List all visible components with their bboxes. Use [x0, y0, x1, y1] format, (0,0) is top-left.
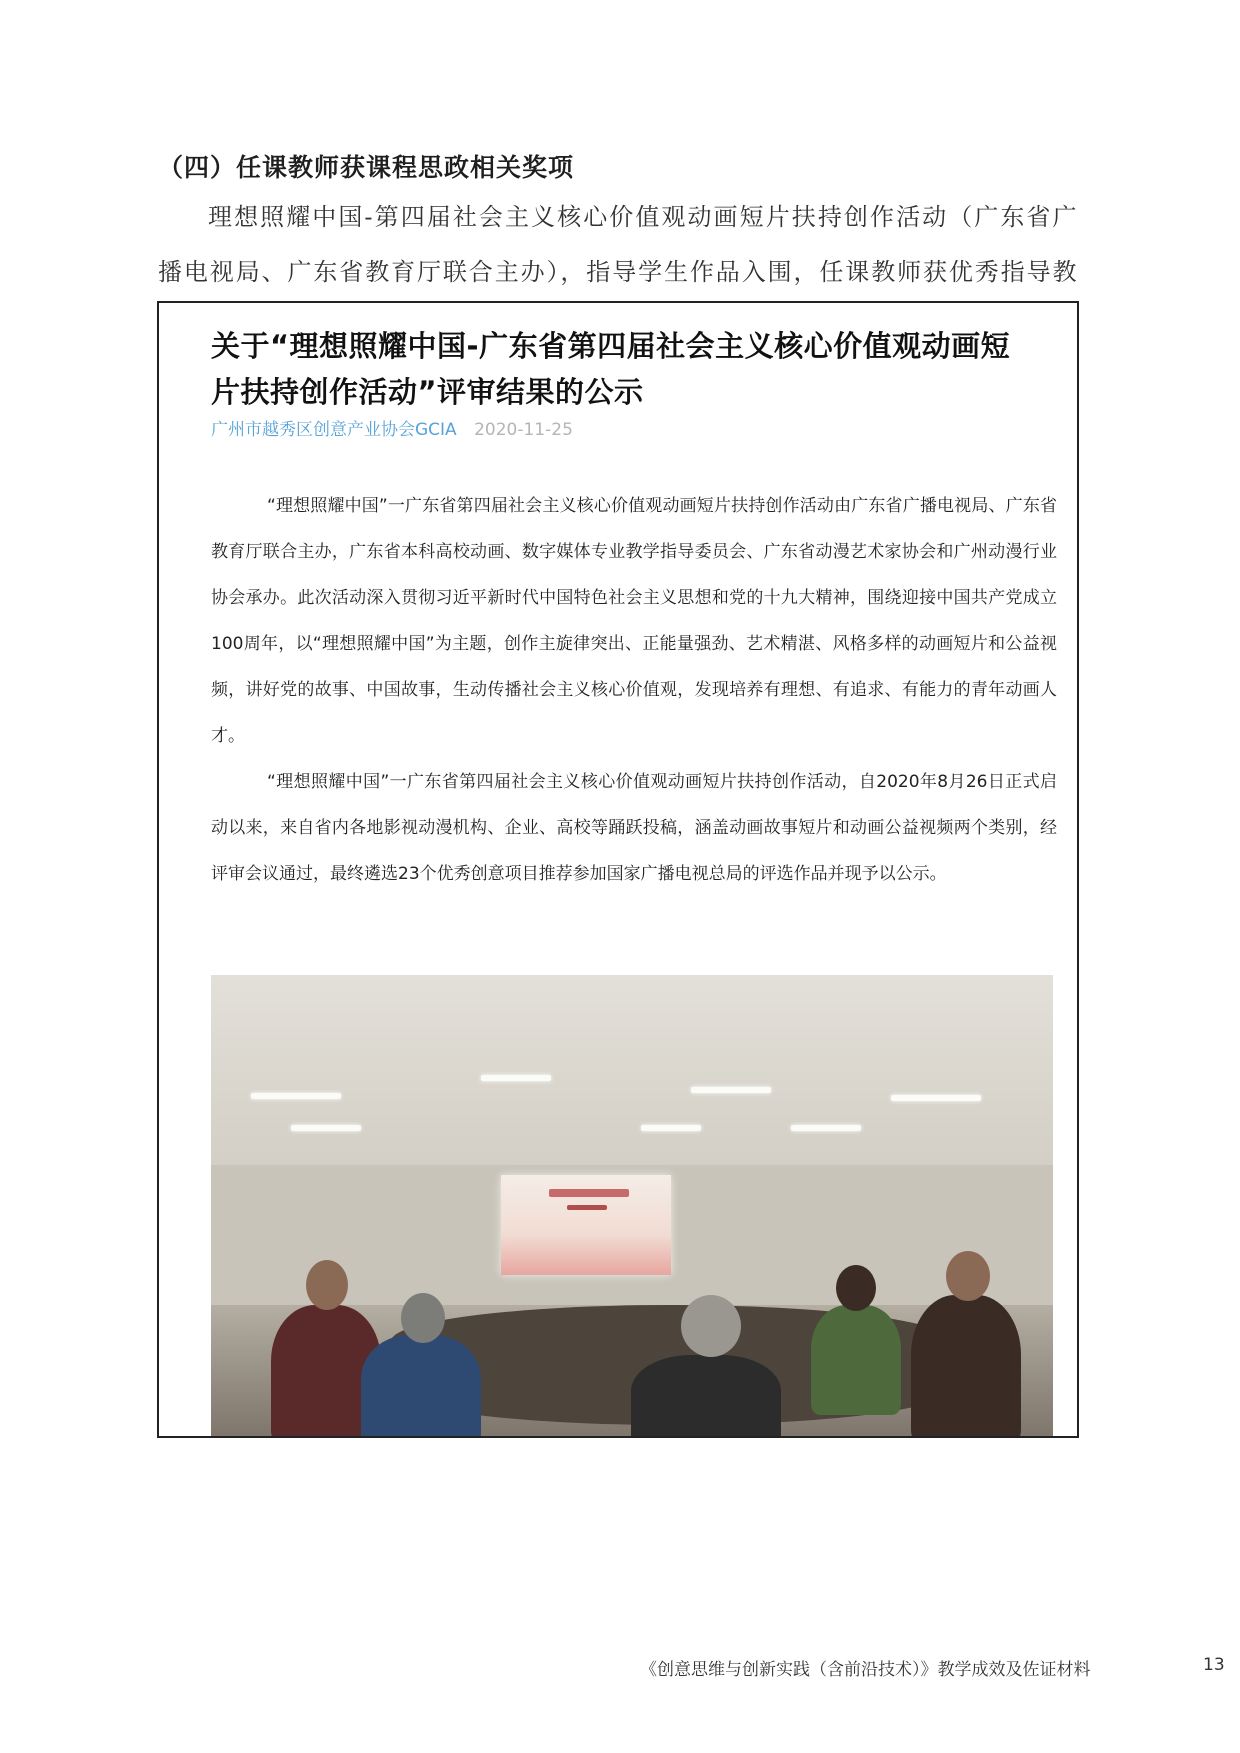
projector-screen — [501, 1175, 671, 1275]
attendee-head — [946, 1251, 990, 1301]
ceiling-light — [691, 1087, 771, 1093]
attendee — [811, 1305, 901, 1415]
ceiling-light — [251, 1093, 341, 1099]
photo-ceiling — [211, 975, 1053, 1175]
ceiling-light — [891, 1095, 981, 1101]
ceiling-light — [291, 1125, 361, 1131]
footer-title: 《创意思维与创新实践（含前沿技术）》教学成效及佐证材料 — [640, 1660, 1091, 1680]
ceiling-light — [481, 1075, 551, 1081]
ceiling-light — [791, 1125, 861, 1131]
meeting-photo — [211, 975, 1053, 1438]
page-number: 13 — [1203, 1655, 1225, 1675]
article-body — [211, 483, 1057, 897]
intro-paragraph: 理想照耀中国-第四届社会主义核心价值观动画短片扶持创作活动（广东省广播电视局、广东省教育厅联合主办），指导学生作品入围，任课教师获优秀指导教 — [158, 203, 1078, 286]
attendee-head — [401, 1293, 445, 1343]
article-paragraph: “理想照耀中国”一广东省第四届社会主义核心价值观动画短片扶持创作活动，自2020年8月26日正式启动以来，来自省内各地影视动漫机构、企业、高校等踊跃投稿，涵盖动画故事短片和动画公益视频两个类别，经评审会议通过，最终遴选23个优秀创意项目推荐参加国家广播电视总局的评选作品并现予以公示。 — [211, 772, 1057, 884]
section-heading: （四）任课教师获课程思政相关奖项 — [158, 153, 575, 182]
attendee — [361, 1335, 481, 1438]
ceiling-light — [641, 1125, 701, 1131]
article-meta — [211, 415, 573, 440]
article-source-link[interactable]: 广州市越秀区创意产业协会GCIA — [211, 420, 457, 440]
article-paragraph: “理想照耀中国”一广东省第四届社会主义核心价值观动画短片扶持创作活动由广东省广播电视局、广东省教育厅联合主办，广东省本科高校动画、数字媒体专业教学指导委员会、广东省动漫艺术家协会和广州动漫行业协会承办。此次活动深入贯彻习近平新时代中国特色社会主义思想和党的十九大精神，围绕迎接中国共产党成立100周年，以“理想照耀中国”为主题，创作主旋律突出、正能量强劲、艺术精湛、风格多样的动画短片和公益视频，讲好党的故事、中国故事，生动传播社会主义核心价值观，发现培养有理想、有追求、有能力的青年动画人才。 — [211, 496, 1057, 746]
article-screenshot — [157, 301, 1079, 1438]
attendee-head — [836, 1265, 876, 1311]
attendee — [911, 1295, 1021, 1438]
article-title: 关于“理想照耀中国-广东省第四届社会主义核心价值观动画短片扶持创作活动”评审结果的公示 — [211, 329, 1011, 409]
attendee-head — [681, 1295, 741, 1357]
article-date: 2020-11-25 — [474, 420, 573, 440]
screen-title-mark — [549, 1189, 629, 1197]
attendee-head — [306, 1260, 348, 1310]
attendee — [631, 1355, 781, 1438]
screen-subtitle-mark — [567, 1205, 607, 1210]
